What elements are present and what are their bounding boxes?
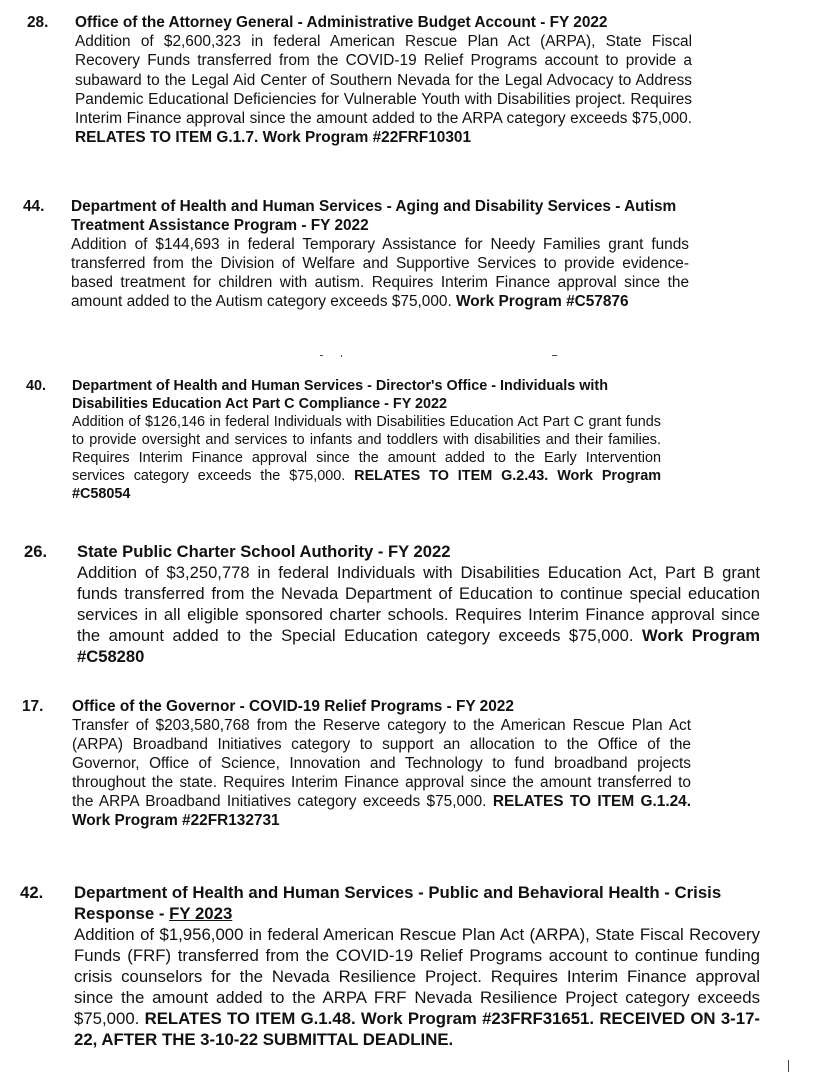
- item-body-text: Addition of $2,600,323 in federal American Rescue Plan Act (ARPA), State Fiscal Recovery Funds transferred from the COVID-19 Relief Programs account to provide a subaward to the Legal Aid Center of Southern Nevada for the Legal Advocacy to Address Pandemic Educational Deficiencies for Vulnerable Youth with Disabilities project. Requires Interim Finance approval since the amount added to the ARPA category exceeds $75,000.: [75, 33, 692, 128]
- item-description: [74, 924, 760, 1050]
- item-description: [72, 716, 691, 830]
- item-body-text: Addition of $144,693 in federal Temporary Assistance for Needy Families grant funds transferred from the Division of Welfare and Supportive Services to provide evidence-based treatment for children with autism. Requires Interim Finance approval since the amount added to the Autism category exceeds $75,000.: [71, 236, 689, 310]
- item-description: [77, 562, 760, 667]
- text-cursor: [788, 1060, 789, 1072]
- item-body-text: Addition of $126,146 in federal Individuals with Disabilities Education Act Part C grant funds to provide oversight and services to infants and toddlers with disabilities and their families. Requires Interim Finance approval since the amount added to the Early Intervention services category exceeds the $75,000.: [72, 414, 661, 484]
- agenda-item: [22, 697, 691, 830]
- item-title-text: Department of Health and Human Services - Public and Behavioral Health - Crisis Response -: [74, 883, 722, 923]
- item-title: Office of the Governor - COVID-19 Relief Programs - FY 2022: [72, 698, 514, 715]
- item-description: [71, 235, 689, 311]
- item-description: [75, 32, 692, 147]
- item-title: Office of the Attorney General - Administrative Budget Account - FY 2022: [75, 14, 608, 31]
- item-number: 28.: [27, 14, 49, 31]
- item-title-fiscal-year: FY 2023: [169, 904, 233, 923]
- item-title: [74, 882, 760, 924]
- item-reference: RELATES TO ITEM G.2.43. Work Program #C58054: [72, 468, 662, 502]
- agenda-item: [23, 197, 689, 311]
- stray-mark: [341, 355, 342, 357]
- stray-mark: [552, 355, 557, 356]
- agenda-item: [20, 882, 760, 1050]
- item-title: Department of Health and Human Services - Aging and Disability Services - Autism Treatment Assistance Program - FY 2022: [71, 198, 677, 234]
- agenda-item: [26, 377, 662, 503]
- item-number: 17.: [22, 698, 44, 715]
- item-reference: RELATES TO ITEM G.1.7. Work Program #22FRF10301: [75, 129, 471, 147]
- item-body-text: Addition of $3,250,778 in federal Individuals with Disabilities Education Act, Part B grant funds transferred from the Nevada Department of Education to continue special education services in all eligible sponsored charter schools. Requires Interim Finance approval since the amount added to the Special Education category exceeds $75,000.: [77, 563, 760, 645]
- item-reference: Work Program #C58280: [77, 626, 760, 666]
- item-description: [72, 413, 661, 503]
- item-title: Department of Health and Human Services - Director's Office - Individuals with Disabilities Education Act Part C Compliance - FY 2022: [72, 378, 608, 412]
- item-reference: RELATES TO ITEM G.1.48. Work Program #23FRF31651. RECEIVED ON 3-17-22, AFTER THE 3-10-22 SUBMITTAL DEADLINE.: [74, 1009, 760, 1049]
- item-number: 42.: [20, 883, 44, 902]
- item-body-text: Transfer of $203,580,768 from the Reserve category to the American Rescue Plan Act (ARPA) Broadband Initiatives category to support an allocation to the Office of the Governor, Office of Science, Innovation and Technology to fund broadband projects throughout the state. Requires Interim Finance approval since the amount transferred to the ARPA Broadband Initiatives category exceeds $75,000.: [72, 717, 691, 810]
- item-number: 26.: [24, 542, 48, 561]
- agenda-item: [24, 541, 760, 667]
- item-number: 44.: [23, 198, 45, 215]
- item-number: 40.: [26, 378, 47, 394]
- item-body-text: Addition of $1,956,000 in federal American Rescue Plan Act (ARPA), State Fiscal Recovery Funds (FRF) transferred from the COVID-19 Relief Programs account to continue funding crisis counselors for the Nevada Resilience Project. Requires Interim Finance approval since the amount added to the ARPA FRF Nevada Resilience Project category exceeds $75,000.: [74, 925, 760, 1028]
- stray-mark: [320, 355, 323, 356]
- item-reference: RELATES TO ITEM G.1.24. Work Program #22FR132731: [72, 793, 691, 829]
- agenda-item: [27, 13, 692, 147]
- item-title: State Public Charter School Authority - FY 2022: [77, 542, 451, 561]
- item-reference: Work Program #C57876: [456, 293, 629, 310]
